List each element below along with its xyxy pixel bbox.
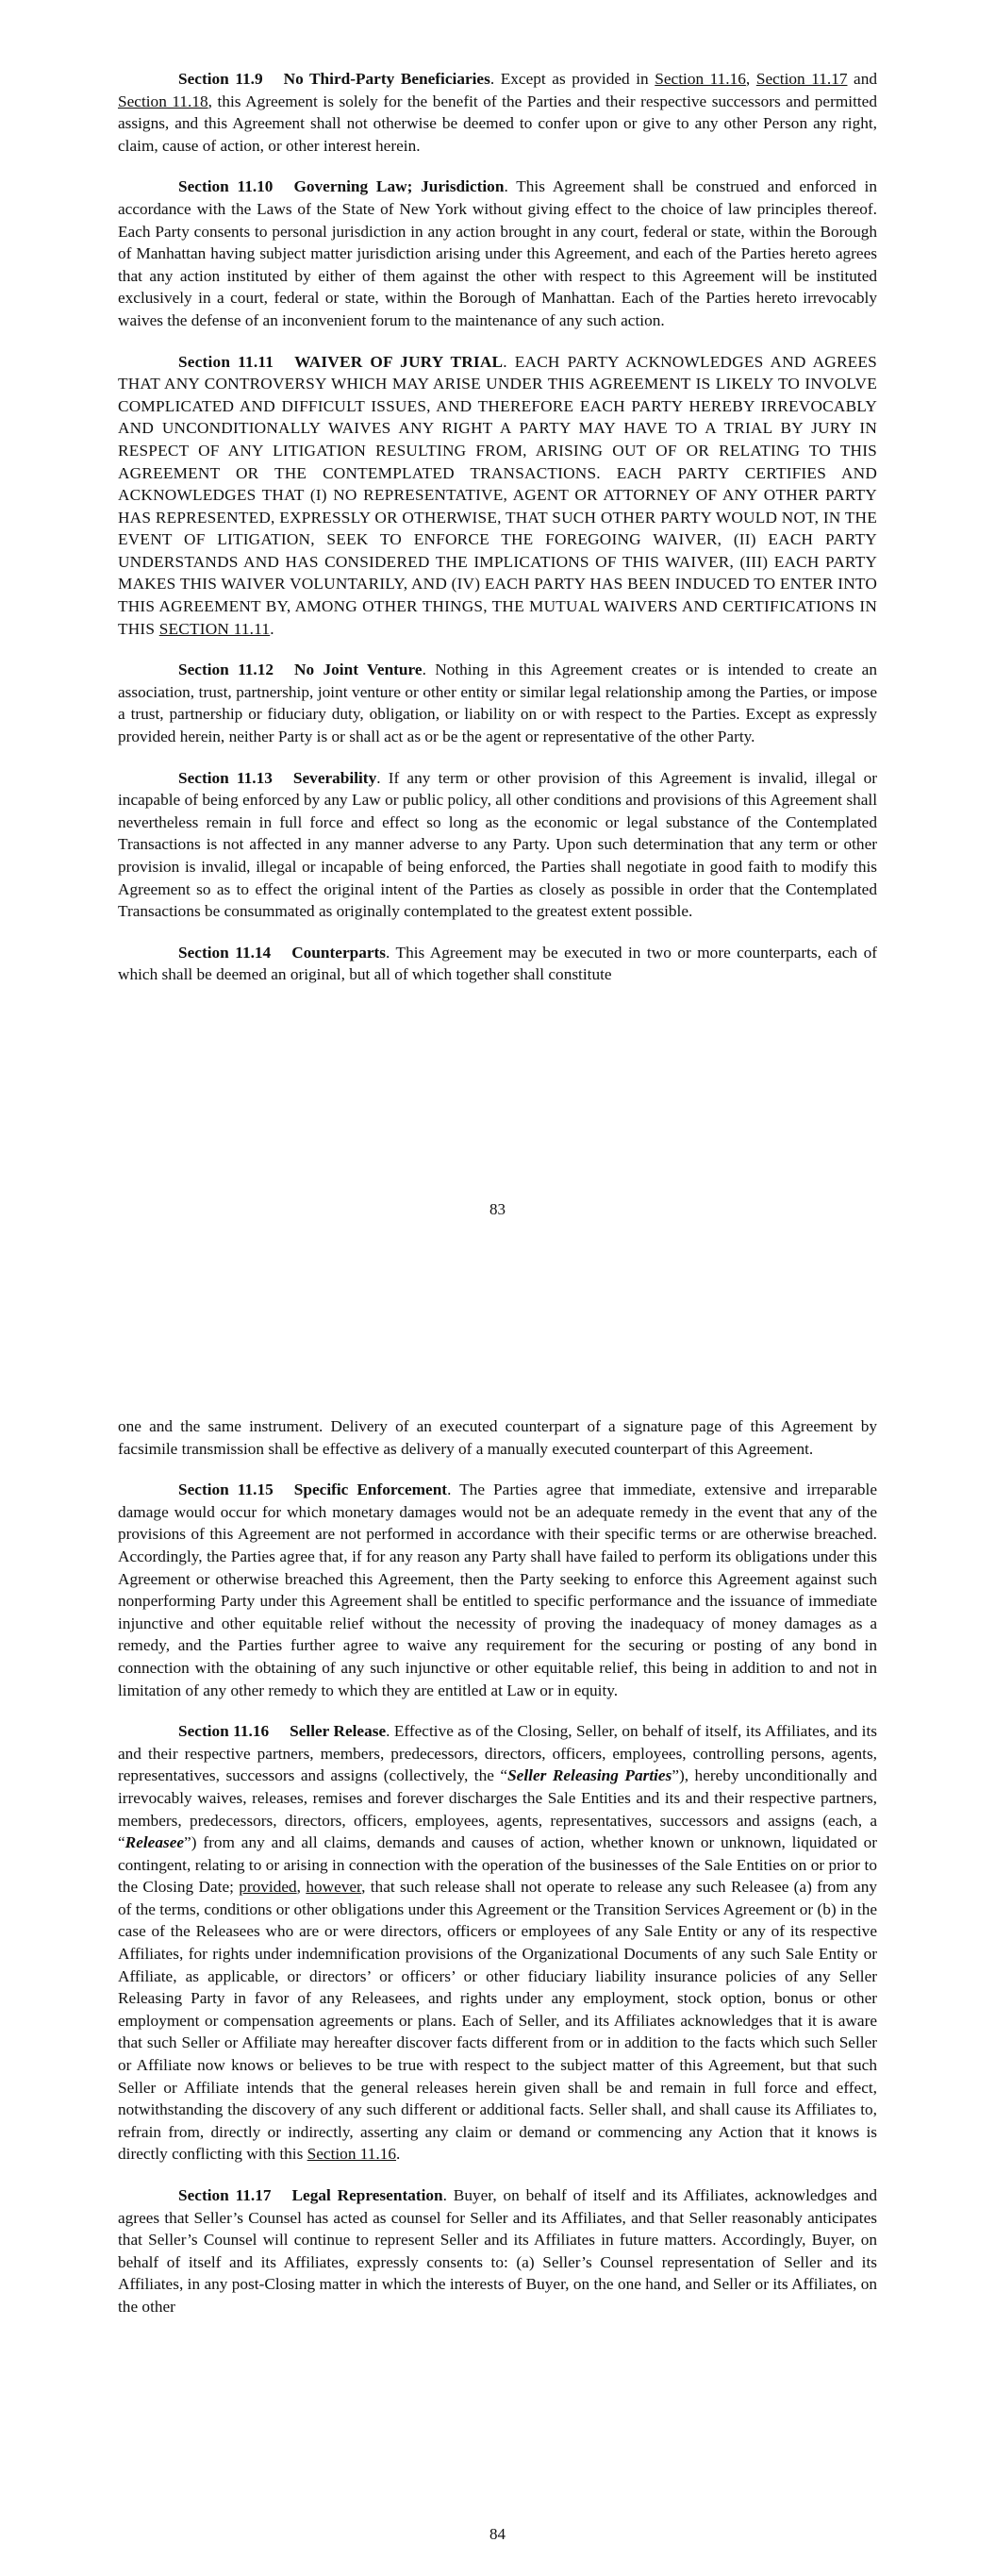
section-title: Specific Enforcement xyxy=(293,1480,448,1499)
section-text: and xyxy=(847,70,878,88)
section-title: Seller Release xyxy=(290,1722,387,1741)
document-page-84 xyxy=(118,1415,877,2337)
cross-reference-link[interactable]: Section 11.16 xyxy=(655,70,746,88)
section-number: Section 11.11 xyxy=(178,352,274,371)
section-title: Legal Representation xyxy=(291,2186,443,2204)
section-11-15-paragraph xyxy=(118,1479,877,1701)
section-11-11-paragraph xyxy=(118,351,877,641)
underlined-term: however xyxy=(306,1878,362,1897)
continuation-paragraph: one and the same instrument. Delivery of an executed counterpart of a signature page of this Agreement by facsimile transmission shall be effective as delivery of a manually executed counterpart of this Agreement. xyxy=(118,1417,877,1458)
cross-reference-link[interactable]: Section 11.16 xyxy=(307,2145,397,2164)
section-text: , xyxy=(296,1878,307,1897)
cross-reference-link[interactable]: Section 11.18 xyxy=(118,92,208,110)
section-number: Section 11.16 xyxy=(178,1722,270,1741)
page-number: 83 xyxy=(489,1200,506,1218)
section-11-14-paragraph xyxy=(118,942,877,986)
section-number: Section 11.17 xyxy=(178,2186,272,2204)
page-number: 84 xyxy=(489,2525,506,2543)
section-text: , xyxy=(745,70,756,88)
section-number: Section 11.13 xyxy=(178,768,273,787)
section-text: . This Agreement shall be construed and enforced in accordance with the Laws of the State of New York without giving effect to the choice of law principles thereof. Each Party consents to personal jurisdiction in any action brought in any court, federal or state, within the Borough of Manhattan having subject matter jurisdiction arising under this Agreement, and each of the Parties hereto agrees that any action instituted by either of them against the other with respect to this Agreement will be instituted exclusively in a court, federal or state, within the Borough of Manhattan. Each of the Parties hereto irrevocably waives the defense of an inconvenient forum to the maintenance of any such action. xyxy=(118,177,877,329)
cross-reference-link[interactable]: SECTION 11.11 xyxy=(158,619,271,638)
defined-term: Releasee xyxy=(124,1833,185,1852)
document-page-83 xyxy=(118,68,877,1005)
section-11-13-paragraph xyxy=(118,767,877,923)
section-text: . If any term or other provision of this Agreement is invalid, illegal or incapable of being enforced by any Law or public policy, all other conditions and provisions of this Agreement shall nevertheless remain in full force and effect so long as the economic or legal substance of the Contemplated Transactions is not affected in any manner adverse to any Party. Upon such determination that any term or other provision is invalid, illegal or incapable of being enforced, the Parties shall negotiate in good faith to modify this Agreement so as to effect the original intent of the Parties as closely as possible in order that the Contemplated Transactions be consummated as originally contemplated to the greatest extent possible. xyxy=(118,768,877,921)
section-text: . Buyer, on behalf of itself and its Affiliates, acknowledges and agrees that Seller’s Counsel has acted as counsel for Seller and its Affiliates, and that Seller reasonably anticipates that Seller’s Counsel will continue to represent Seller and its Affiliates in future matters. Accordingly, Buyer, on behalf of itself and its Affiliates, expressly consents to: (a) Seller’s Counsel representation of Seller and its Affiliates, in any post-Closing matter in which the interests of Buyer, on the one hand, and Seller or its Affiliates, on the other xyxy=(118,2186,878,2316)
section-title: No Third-Party Beneficiaries xyxy=(283,70,490,88)
section-number: Section 11.10 xyxy=(178,177,274,196)
section-number: Section 11.12 xyxy=(178,661,274,679)
section-title: Governing Law; Jurisdiction xyxy=(293,177,505,196)
section-number: Section 11.9 xyxy=(178,70,263,88)
cross-reference-link[interactable]: Section 11.17 xyxy=(755,70,848,88)
section-11-10-paragraph xyxy=(118,176,877,331)
section-11-9-paragraph xyxy=(118,68,877,157)
section-text: . Except as provided in xyxy=(489,70,655,88)
section-text: , this Agreement is solely for the benefit of the Parties and their respective successors and permitted assigns, and this Agreement shall not otherwise be deemed to confer upon or give to any other Person any right, claim, cause of action, or other interest herein. xyxy=(118,92,877,155)
section-11-12-paragraph xyxy=(118,659,877,747)
section-text: ”), hereby unconditionally and irrevocably waives, releases, remises and forever discharges the Sale Entities and its and their respective partners, members, predecessors, directors, officers, employees, agents, representatives, successors and assigns (each, a “ xyxy=(118,1766,877,1852)
section-text: . EACH PARTY ACKNOWLEDGES AND AGREES THAT ANY CONTROVERSY WHICH MAY ARISE UNDER THIS AGREEMENT IS LIKELY TO INVOLVE COMPLICATED AND DIFFICULT ISSUES, AND THEREFORE EACH PARTY HEREBY IRREVOCABLY AND UNCONDITIONALLY WAIVES ANY RIGHT A PARTY MAY HAVE TO A TRIAL BY JURY IN RESPECT OF ANY LITIGATION RESULTING FROM, ARISING OUT OF OR RELATING TO THIS AGREEMENT OR THE CONTEMPLATED TRANSACTIONS. EACH PARTY CERTIFIES AND ACKNOWLEDGES THAT (I) NO REPRESENTATIVE, AGENT OR ATTORNEY OF ANY OTHER PARTY HAS REPRESENTED, EXPRESSLY OR OTHERWISE, THAT SUCH OTHER PARTY WOULD NOT, IN THE EVENT OF LITIGATION, SEEK TO ENFORCE THE FOREGOING WAIVER, (II) EACH PARTY UNDERSTANDS AND HAS CONSIDERED THE IMPLICATIONS OF THIS WAIVER, (III) EACH PARTY MAKES THIS WAIVER VOLUNTARILY, AND (IV) EACH PARTY HAS BEEN INDUCED TO ENTER INTO THIS AGREEMENT BY, AMONG OTHER THINGS, THE MUTUAL WAIVERS AND CERTIFICATIONS IN THIS xyxy=(118,352,877,638)
section-title: Severability xyxy=(292,768,377,787)
section-text: . The Parties agree that immediate, extensive and irreparable damage would occur for which monetary damages would not be an adequate remedy in the event that any of the provisions of this Agreement are not performed in accordance with their specific terms or are otherwise breached. Accordingly, the Parties agree that, if for any reason any Party shall have failed to perform its obligations under this Agreement or otherwise breached this Agreement, then the Party seeking to enforce this Agreement against such nonperforming Party under this Agreement shall be entitled to specific performance and the issuance of immediate injunctive and other equitable relief without the necessity of proving the inadequacy of money damages as a remedy, and the Parties further agree to waive any requirement for the securing or posting of any bond in connection with the obtaining of any such injunctive or other equitable relief, this being in addition to and not in limitation of any other remedy to which they are entitled at Law or in equity. xyxy=(118,1480,878,1699)
section-11-17-paragraph xyxy=(118,2184,877,2318)
section-title: No Joint Venture xyxy=(294,661,423,679)
section-text: . Nothing in this Agreement creates or is intended to create an association, trust, partnership, joint venture or other entity or similar legal relationship among the Parties, or impose a trust, partnership or fiduciary duty, obligation, or liability on or with respect to the Parties. Except as expressly provided herein, neither Party is or shall act as or be the agent or representative of the other Party. xyxy=(118,661,877,746)
section-number: Section 11.15 xyxy=(178,1480,274,1499)
section-title: Counterparts xyxy=(291,943,387,962)
section-number: Section 11.14 xyxy=(178,943,272,962)
section-11-16-paragraph xyxy=(118,1720,877,2166)
section-text: . xyxy=(270,619,274,638)
defined-term: Seller Releasing Parties xyxy=(507,1766,672,1785)
underlined-term: provided xyxy=(239,1878,297,1897)
section-text: . xyxy=(396,2145,401,2164)
section-text: , that such release shall not operate to release any such Releasee (a) from any of the terms, conditions or other obligations under this Agreement or the Transition Services Agreement or (b) in the case of the Releasees who are or were directors, officers or employees of any Sale Entity or any of its respective Affiliates, for rights under indemnification provisions of the Organizational Documents of any such Sale Entity or Affiliate, as applicable, or directors’ or officers’ or other fiduciary liability insurance policies of any Seller Releasing Party in favor of any Releasees, and rights under any employment, stock option, bonus or other employment or compensation agreements or plans. Each of Seller, and its Affiliates acknowledges that it is aware that such Seller or Affiliate may hereafter discover facts different from or in addition to the facts which such Seller or Affiliate now knows or believes to be true with respect to the subject matter of this Agreement, but that such Seller or Affiliate intends that the general releases herein given shall be and remain in full force and effect, notwithstanding the discovery of any such different or additional facts. Seller shall, and shall cause its Affiliates to, refrain from, directly or indirectly, asserting any claim or demand or commencing any Action that it knows is directly conflicting with this xyxy=(118,1878,878,2164)
section-text: . This Agreement may be executed in two or more counterparts, each of which shall be deemed an original, but all of which together shall constitute xyxy=(118,943,877,984)
section-title: WAIVER OF JURY TRIAL xyxy=(294,352,504,371)
section-text: ”) from any and all claims, demands and causes of action, whether known or unknown, liquidated or contingent, relating to or arising in connection with the operation of the businesses of the Sale Entities on or prior to the Closing Date; xyxy=(118,1833,877,1897)
section-text: . Effective as of the Closing, Seller, on behalf of itself, its Affiliates, and its and their respective partners, members, predecessors, directors, officers, employees, controlling persons, agents, representatives, successors and assigns (collectively, the “ xyxy=(118,1722,877,1785)
